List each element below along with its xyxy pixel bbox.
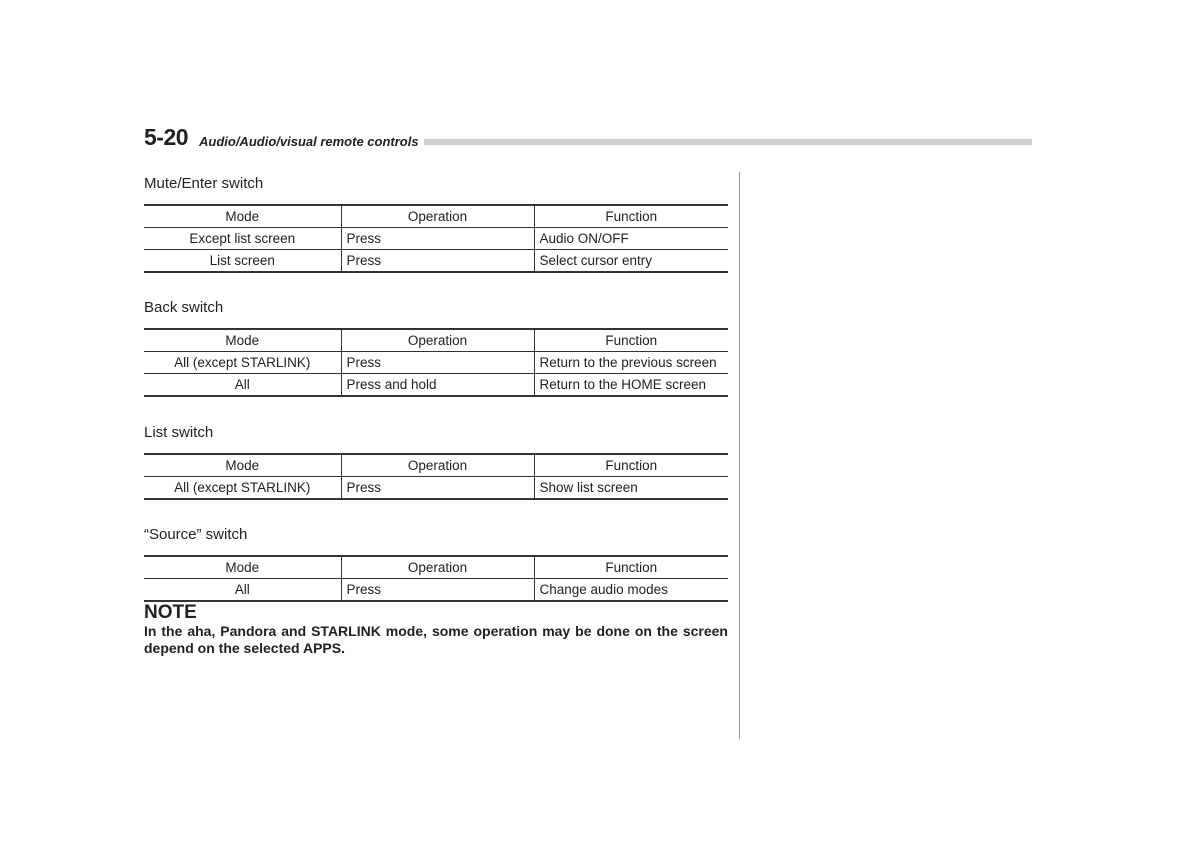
mode-header: Mode bbox=[225, 209, 260, 224]
list-switch-section bbox=[144, 424, 728, 500]
function-header: Function bbox=[534, 556, 728, 579]
table-header-row bbox=[144, 454, 728, 477]
note-section bbox=[144, 603, 728, 657]
table-row bbox=[144, 228, 728, 250]
operation-cell: Press bbox=[341, 477, 534, 500]
function-cell: Return to the HOME screen bbox=[534, 374, 728, 397]
source-switch-table bbox=[144, 555, 728, 602]
table-title: Back switch bbox=[144, 299, 224, 316]
table-title: Mute/Enter switch bbox=[144, 175, 264, 192]
page-header bbox=[144, 124, 1032, 152]
mode-header: Mode bbox=[225, 458, 260, 473]
mode-cell: List screen bbox=[209, 253, 275, 268]
note-title: NOTE bbox=[144, 602, 197, 623]
back-switch-table bbox=[144, 328, 728, 397]
function-header: Function bbox=[534, 454, 728, 477]
table-row bbox=[144, 374, 728, 397]
table-row bbox=[144, 579, 728, 602]
operation-header: Operation bbox=[341, 205, 534, 228]
mode-header: Mode bbox=[225, 560, 260, 575]
operation-cell: Press bbox=[341, 352, 534, 374]
operation-cell: Press and hold bbox=[341, 374, 534, 397]
mode-cell: Except list screen bbox=[189, 231, 296, 246]
function-cell: Return to the previous screen bbox=[534, 352, 728, 374]
operation-cell: Press bbox=[341, 579, 534, 602]
mode-cell: All bbox=[234, 377, 250, 392]
back-switch-section bbox=[144, 299, 728, 397]
column-divider bbox=[739, 172, 740, 739]
function-cell: Show list screen bbox=[534, 477, 728, 500]
operation-header: Operation bbox=[341, 454, 534, 477]
table-header-row bbox=[144, 205, 728, 228]
mute-enter-switch-table bbox=[144, 204, 728, 273]
table-title: “Source” switch bbox=[144, 526, 248, 543]
function-cell: Audio ON/OFF bbox=[534, 228, 728, 250]
operation-header: Operation bbox=[341, 329, 534, 352]
operation-cell: Press bbox=[341, 228, 534, 250]
header-bar bbox=[424, 139, 1032, 145]
operation-cell: Press bbox=[341, 250, 534, 273]
mute-enter-switch-section bbox=[144, 175, 728, 273]
table-row bbox=[144, 477, 728, 500]
section-title: Audio/Audio/visual remote controls bbox=[199, 134, 419, 149]
function-header: Function bbox=[534, 205, 728, 228]
table-header-row bbox=[144, 329, 728, 352]
list-switch-table bbox=[144, 453, 728, 500]
table-header-row bbox=[144, 556, 728, 579]
mode-cell: All bbox=[234, 582, 250, 597]
function-cell: Change audio modes bbox=[534, 579, 728, 602]
page-number: 5-20 bbox=[144, 124, 189, 150]
table-row bbox=[144, 352, 728, 374]
function-header: Function bbox=[534, 329, 728, 352]
operation-header: Operation bbox=[341, 556, 534, 579]
table-title: List switch bbox=[144, 424, 214, 441]
mode-cell: All (except STARLINK) bbox=[174, 480, 311, 495]
note-text: In the aha, Pandora and STARLINK mode, some operation may be done on the screen depend on the selected APPS. bbox=[144, 623, 728, 656]
function-cell: Select cursor entry bbox=[534, 250, 728, 273]
mode-cell: All (except STARLINK) bbox=[174, 355, 311, 370]
table-row bbox=[144, 250, 728, 273]
mode-header: Mode bbox=[225, 333, 260, 348]
source-switch-section bbox=[144, 526, 728, 602]
